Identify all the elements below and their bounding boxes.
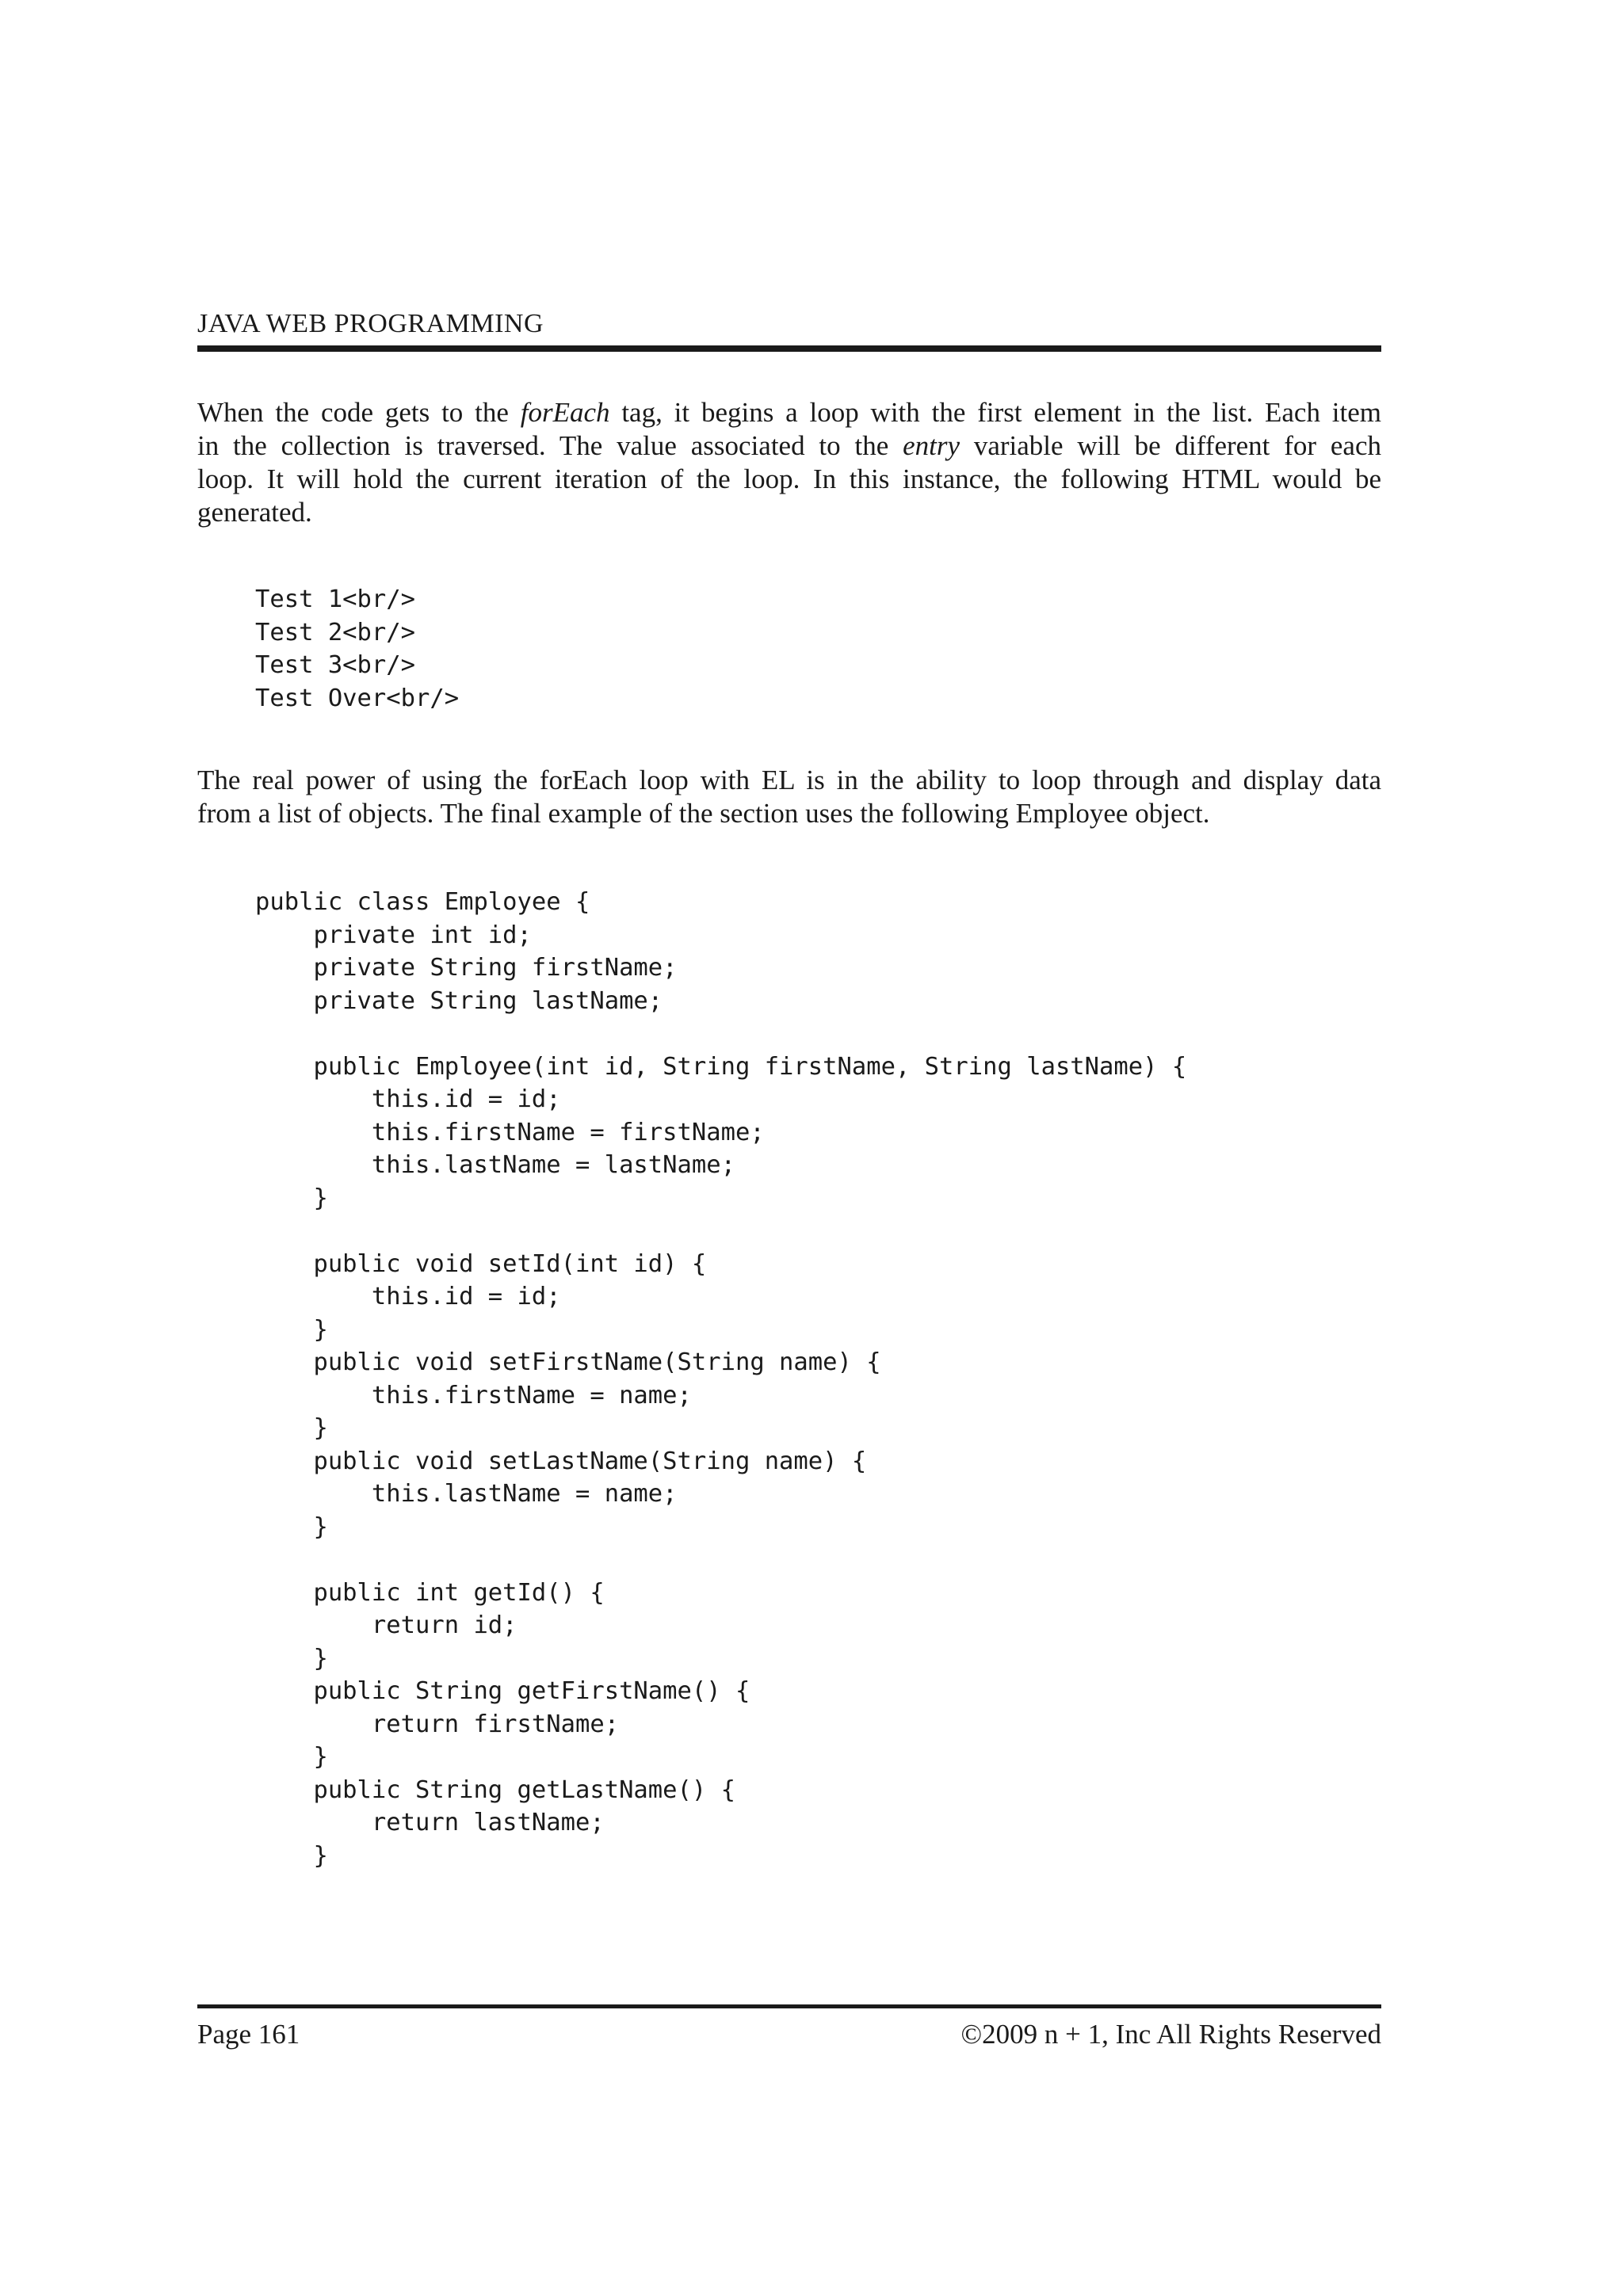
code-line: private int id;	[255, 921, 532, 949]
code-line: Test 2<br/>	[255, 618, 415, 646]
paragraph-employee-intro	[197, 764, 1381, 830]
code-line: public Employee(int id, String firstName, String lastName) {	[255, 1052, 1187, 1081]
code-line: }	[255, 1644, 328, 1672]
emphasis-entry: entry	[903, 430, 960, 461]
code-line: Test Over<br/>	[255, 684, 460, 712]
code-line	[255, 1215, 1186, 1248]
header-rule	[197, 345, 1381, 352]
code-line: public void setFirstName(String name) {	[255, 1348, 881, 1376]
emphasis-foreach: forEach	[520, 397, 610, 428]
copyright-notice: ©2009 n + 1, Inc All Rights Reserved	[960, 2019, 1381, 2050]
code-line: this.id = id;	[255, 1085, 561, 1113]
code-line	[255, 1543, 1186, 1577]
code-line: private String lastName;	[255, 986, 663, 1015]
paragraph-line: generated.	[197, 497, 312, 528]
code-line: return id;	[255, 1611, 517, 1639]
code-line: public void setId(int id) {	[255, 1249, 707, 1278]
html-output-code-block	[255, 583, 459, 715]
code-line: Test 1<br/>	[255, 585, 415, 613]
code-line: this.firstName = name;	[255, 1381, 692, 1409]
code-line: public int getId() {	[255, 1578, 605, 1607]
code-line: }	[255, 1414, 328, 1442]
page-number: Page 161	[197, 2019, 300, 2050]
code-line	[255, 1017, 1186, 1051]
paragraph-line: The real power of using the forEach loop with EL is in the ability to loop through and display data	[197, 765, 1381, 795]
footer-rule	[197, 2004, 1381, 2008]
code-line: return lastName;	[255, 1809, 605, 1836]
code-line: }	[255, 1512, 328, 1541]
code-line: public void setLastName(String name) {	[255, 1447, 867, 1475]
code-line: public String getFirstName() {	[255, 1677, 750, 1705]
code-line: }	[255, 1743, 328, 1771]
code-line: private String firstName;	[255, 954, 678, 982]
running-header-title: JAVA WEB PROGRAMMING	[197, 309, 544, 338]
code-line: }	[255, 1184, 328, 1212]
code-line: this.lastName = lastName;	[255, 1151, 735, 1179]
paragraph-line: When the code gets to the forEach tag, it begins a loop with the first element in the list. Each item	[197, 397, 1381, 428]
code-line: public String getLastName() {	[255, 1775, 735, 1804]
code-line: public class Employee {	[255, 888, 590, 916]
code-line: }	[255, 1315, 328, 1344]
code-line: this.firstName = firstName;	[255, 1118, 765, 1146]
employee-class-code-block	[255, 886, 1186, 1872]
code-line: Test 3<br/>	[255, 651, 415, 679]
paragraph-line: from a list of objects. The final example of the section uses the following Employee object.	[197, 798, 1210, 829]
code-line: this.id = id;	[255, 1283, 561, 1310]
code-line: this.lastName = name;	[255, 1480, 678, 1508]
code-line: return firstName;	[255, 1710, 620, 1738]
paragraph-line: in the collection is traversed. The value associated to the entry variable will be different for each	[197, 430, 1381, 461]
paragraph-line: loop. It will hold the current iteration of the loop. In this instance, the following HTML would be	[197, 463, 1381, 494]
code-line: }	[255, 1841, 328, 1870]
paragraph-foreach-intro	[197, 396, 1381, 529]
